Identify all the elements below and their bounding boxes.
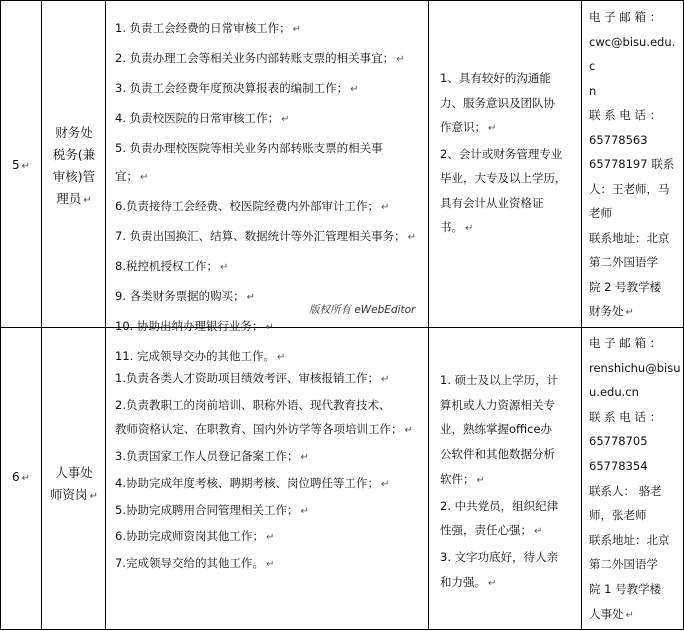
department-cell: 财务处 税务(兼 审核)管 理员 ↵: [52, 125, 96, 206]
row-number: 6 ↵: [11, 470, 31, 484]
duties-cell: 1.负责各类人才资助项目绩效考评、审核报销工作； ↵ 2.负责教职工的岗前培训、职称外语、现代教育技术、 教师资格认定、在职教育、国内外访学等各项培训工作； ↵ 3.负责国家工作人员登记备案工作； ↵ 4.协助完成年度考核、聘期考核、岗位聘任等工作； ↵ 5.协助完成聘用合同管理相关工作； ↵ 6.协助完成师资岗其他工作； ↵ 7.完成领导交给的其他工作。 ↵: [115, 371, 413, 570]
department-cell: 人事处 师资岗 ↵: [50, 465, 98, 502]
requirements-cell: 1、具有较好的沟通能 力、服务意识及团队协 作意识； ↵ 2、会计或财务管理专业 毕业，大专及以上学历， 具有会计从业资格证 书。 ↵: [440, 71, 567, 234]
requirements-cell: 1. 硕士及以上学历，计 算机或人力资源相关专 业，熟练掌握office办 公软件和其他数据分析 软件； ↵ 2. 中共党员，组织纪律 性强，责任心强； ↵ 3. 文字功底好，待人亲 和力强。 ↵: [440, 373, 559, 589]
col-border: [41, 0, 42, 630]
col-border: [581, 0, 582, 630]
col-border: [105, 0, 106, 630]
row-number: 5 ↵: [11, 158, 31, 172]
contact-cell: 电 子 邮 箱 ： cwc@bisu.edu.c n 联 系 电 话 ： 65778563 65778197 联系 人：王老师，马 老师 联系地址：北京 第二外国语学 院 2 号教学楼 财务处 ↵: [589, 10, 676, 318]
col-border: [428, 0, 429, 630]
duties-cell: 1. 负责工会经费的日常审核工作； ↵ 2. 负责办理工会等相关业务内部转账支票的相关事宜； ↵ 3. 负责工会经费年度预决算报表的编制工作； ↵ 4. 负责校医院的日常审核工作； ↵ 5. 负责办理校医院等相关业务内部转账支票的相关事 宜； ↵ 6.负责接待工会经费、校医院经费内外部审计工作； ↵ 7. 负责出国换汇、结算、数据统计等外汇管理相关事务； ↵ 8.税控机授权工作； ↵ 9. 各类财务票据的购买； ↵ 10. 协助出纳办理银行业务； ↵ 11. 完成领导交办的其他工作。 ↵: [115, 21, 417, 363]
col-border: [0, 0, 1, 630]
contact-cell: 电 子 邮 箱 ： renshichu@bisu u.edu.cn 联 系 电 话 ： 65778705 65778354 联系人： 骆老 师，张老师 联系地址：北京 第二外国语学 院 1 号教学楼 人事处 ↵: [589, 336, 681, 621]
watermark: 版权所有 eWebEditor: [309, 304, 416, 316]
